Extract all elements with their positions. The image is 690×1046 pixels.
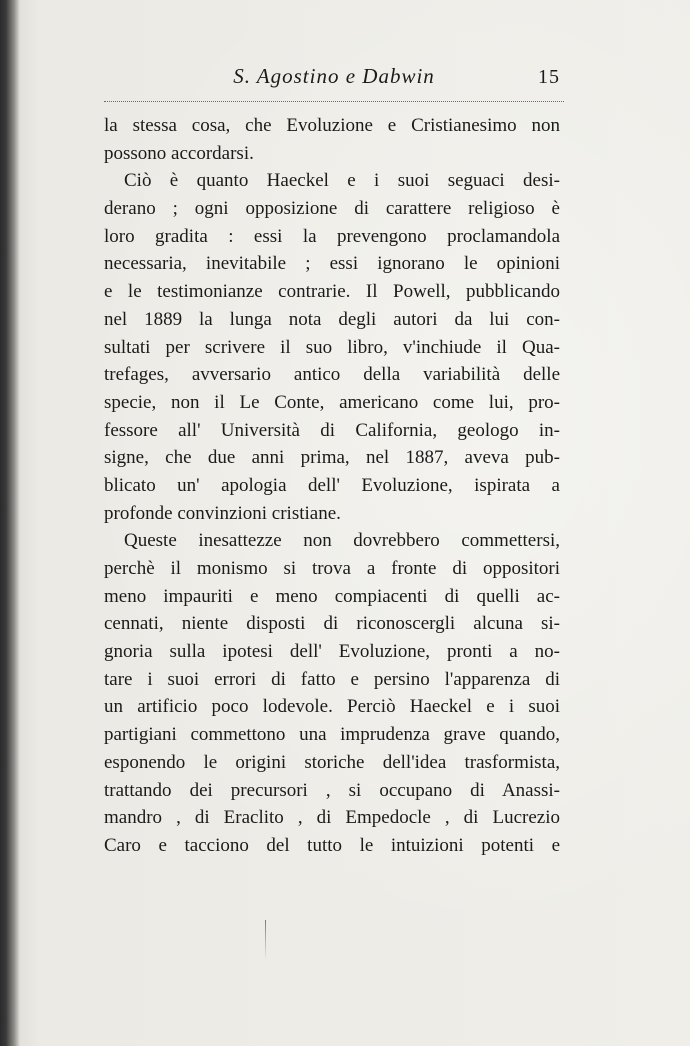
text-line: Caro e tacciono del tutto le intuizioni potenti e <box>104 834 560 856</box>
text-line: nel 1889 la lunga nota degli autori da lui con- <box>104 308 560 330</box>
text-line: un artificio poco lodevole. Perciò Haeckel e i suoi <box>104 696 560 718</box>
paper-mark <box>265 920 266 960</box>
text-line: profonde convinzioni cristiane. <box>104 502 341 524</box>
text-line: loro gradita : essi la prevengono proclamandola <box>104 225 560 247</box>
text-line: derano ; ogni opposizione di carattere religioso è <box>104 198 560 220</box>
text-line: mandro , di Eraclito , di Empedocle , di Lucrezio <box>104 807 560 829</box>
text-line: perchè il monismo si trova a fronte di oppositori <box>104 558 560 579</box>
text-line: esponendo le origini storiche dell'idea trasformista, <box>104 751 560 773</box>
text-line: la stessa cosa, che Evoluzione e Cristianesimo non <box>104 115 560 136</box>
text-line: trattando dei precursori , si occupano di Anassi- <box>104 779 560 801</box>
text-line: gnoria sulla ipotesi dell' Evoluzione, pronti a no- <box>104 641 560 663</box>
text-line: sultati per scrivere il suo libro, v'inchiude il Qua- <box>104 336 560 358</box>
text-line: Queste inesattezze non dovrebbero commettersi, <box>124 530 560 552</box>
text-line: specie, non il Le Conte, americano come lui, pro- <box>104 391 560 413</box>
text-line: signe, che due anni prima, nel 1887, aveva pub- <box>104 447 560 469</box>
text-line: trefages, avversario antico della variabilità delle <box>104 364 560 386</box>
book-spine-shadow <box>0 0 20 1046</box>
text-line: tare i suoi errori di fatto e persino l'apparenza di <box>104 668 560 690</box>
text-line: partigiani commettono una imprudenza grave quando, <box>104 724 560 746</box>
text-line: possono accordarsi. <box>104 142 254 164</box>
text-line: cennati, niente disposti di riconoscergli alcuna si- <box>104 613 560 635</box>
text-line: fessore all' Università di California, geologo in- <box>104 419 560 441</box>
text-line: Ciò è quanto Haeckel e i suoi seguaci desi- <box>124 170 560 192</box>
text-line: blicato un' apologia dell' Evoluzione, ispirata a <box>104 474 560 496</box>
body-text <box>104 112 560 860</box>
page-number: 15 <box>538 66 560 88</box>
text-line: meno impauriti e meno compiacenti di quelli ac- <box>104 585 560 607</box>
running-title: S. Agostino e Dabwin <box>233 64 435 88</box>
page-header <box>104 64 564 104</box>
text-line: e le testimonianze contrarie. Il Powell, pubblicando <box>104 281 560 303</box>
text-line: necessaria, inevitabile ; essi ignorano le opinioni <box>104 253 560 275</box>
header-rule <box>104 101 564 102</box>
